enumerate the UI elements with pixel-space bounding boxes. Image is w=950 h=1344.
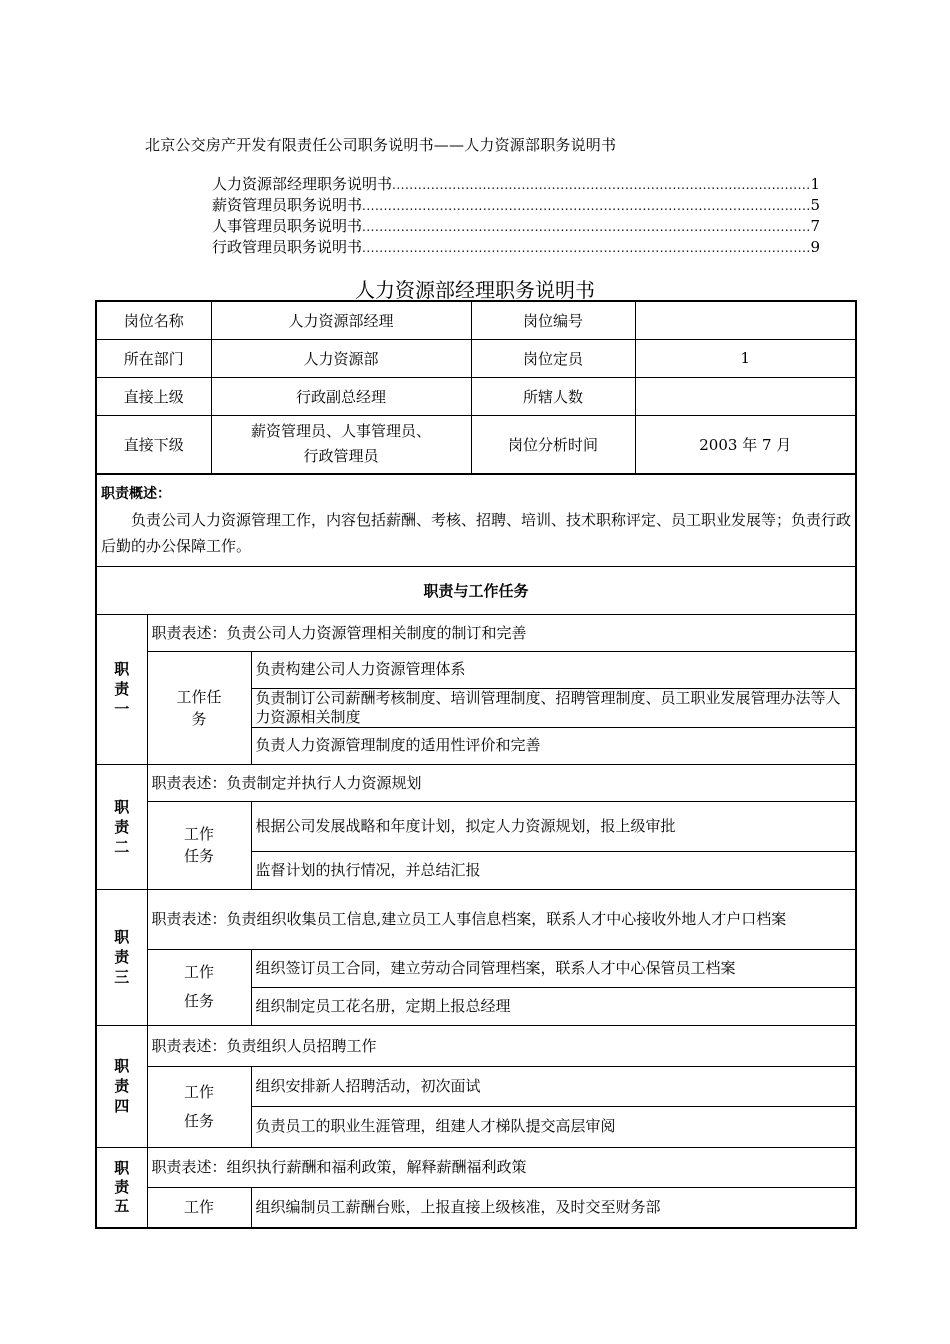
duty-3-task-label bbox=[147, 949, 251, 1025]
duty-label-char: 责 bbox=[114, 1077, 130, 1095]
duty-4-description: 职责表述：负责组织人员招聘工作 bbox=[147, 1025, 856, 1066]
duty-1-description: 职责表述：负责公司人力资源管理相关制度的制订和完善 bbox=[147, 614, 856, 651]
toc-entry-page: 5 bbox=[810, 196, 820, 214]
position-code-label: 岗位编号 bbox=[471, 301, 635, 339]
duty-1-task-1: 负责构建公司人力资源管理体系 bbox=[251, 651, 856, 688]
duty-3-task-2: 组织制定员工花名册，定期上报总经理 bbox=[251, 987, 856, 1025]
duty-label-char: 二 bbox=[114, 837, 130, 856]
toc-entry-page: 1 bbox=[810, 175, 820, 193]
section-title: 人力资源部经理职务说明书 bbox=[355, 278, 595, 302]
department-label: 所在部门 bbox=[96, 339, 211, 377]
summary-heading: 职责概述： bbox=[101, 486, 171, 502]
department-value: 人力资源部 bbox=[211, 339, 471, 377]
duty-5-task-1: 组织编制员工薪酬台账，上报直接上级核准，及时交至财务部 bbox=[251, 1187, 856, 1228]
table-of-contents bbox=[212, 174, 820, 258]
duty-1-label bbox=[96, 614, 147, 764]
duty-row bbox=[96, 1025, 856, 1066]
headcount-label: 岗位定员 bbox=[471, 339, 635, 377]
task-label-line: 任务 bbox=[184, 992, 215, 1010]
duty-2-description: 职责表述：负责制定并执行人力资源规划 bbox=[147, 764, 856, 801]
toc-leader-dots bbox=[362, 196, 810, 217]
toc-entry-page: 9 bbox=[810, 238, 820, 256]
task-row bbox=[96, 949, 856, 987]
toc-entry-label: 行政管理员职务说明书 bbox=[212, 238, 363, 256]
duty-label-char: 职 bbox=[114, 1158, 130, 1177]
subordinate-count-value bbox=[635, 377, 856, 415]
job-summary bbox=[96, 474, 856, 566]
position-code-value bbox=[635, 301, 856, 339]
duty-label-char: 职 bbox=[114, 928, 130, 946]
duty-label-char: 责 bbox=[114, 1177, 130, 1196]
position-name-value: 人力资源部经理 bbox=[211, 301, 471, 339]
duty-label-char: 四 bbox=[114, 1097, 130, 1115]
subordinates-line-2: 行政管理员 bbox=[303, 447, 379, 466]
duty-3-task-1: 组织签订员工合同，建立劳动合同管理档案，联系人才中心保管员工档案 bbox=[251, 949, 856, 987]
direct-superior-value: 行政副总经理 bbox=[211, 377, 471, 415]
duty-label-char: 一 bbox=[114, 700, 130, 718]
task-row bbox=[96, 1187, 856, 1228]
task-label-line: 工作 bbox=[184, 1197, 215, 1216]
summary-text: 负责公司人力资源管理工作，内容包括薪酬、考核、招聘、培训、技术职称评定、员工职业发展等；负责行政后勤的办公保障工作。 bbox=[101, 511, 852, 555]
duty-label-char: 三 bbox=[114, 968, 130, 986]
toc-entry-label: 薪资管理员职务说明书 bbox=[212, 196, 363, 214]
duty-label-char: 责 bbox=[114, 680, 130, 698]
info-row-department bbox=[96, 339, 856, 377]
duty-label-char: 五 bbox=[114, 1196, 130, 1215]
toc-entry[interactable] bbox=[212, 174, 820, 195]
duty-2-task-2: 监督计划的执行情况，并总结汇报 bbox=[251, 851, 856, 889]
task-label-line: 任务 bbox=[184, 1111, 215, 1130]
duty-4-task-2: 负责员工的职业生涯管理，组建人才梯队提交高层审阅 bbox=[251, 1106, 856, 1147]
task-label-line: 工作 bbox=[184, 1082, 215, 1101]
task-label-line: 务 bbox=[191, 709, 207, 728]
duty-2-task-1: 根据公司发展战略和年度计划，拟定人力资源规划，报上级审批 bbox=[251, 801, 856, 851]
duty-row bbox=[96, 889, 856, 949]
duty-2-task-label bbox=[147, 801, 251, 889]
duty-3-label bbox=[96, 889, 147, 1025]
document-title: 北京公交房产开发有限责任公司职务说明书——人力资源部职务说明书 bbox=[145, 136, 617, 154]
duty-label-char: 责 bbox=[114, 948, 130, 966]
duty-1-task-label bbox=[147, 651, 251, 764]
duty-label-char: 职 bbox=[114, 797, 130, 816]
task-label-line: 任务 bbox=[184, 847, 215, 865]
toc-entry-label: 人力资源部经理职务说明书 bbox=[212, 175, 393, 193]
duty-row bbox=[96, 1147, 856, 1187]
info-row-superior bbox=[96, 377, 856, 415]
task-label-line: 工作 bbox=[184, 963, 215, 981]
task-label-line: 工作任 bbox=[176, 687, 222, 706]
duty-label-char: 职 bbox=[114, 1057, 130, 1075]
duty-4-label bbox=[96, 1025, 147, 1147]
duty-1-task-3: 负责人力资源管理制度的适用性评价和完善 bbox=[251, 727, 856, 764]
duty-4-task-1: 组织安排新人招聘活动，初次面试 bbox=[251, 1066, 856, 1106]
task-row bbox=[96, 651, 856, 688]
toc-leader-dots bbox=[392, 175, 810, 196]
duties-heading-row bbox=[96, 566, 856, 614]
duty-5-task-label bbox=[147, 1187, 251, 1228]
toc-leader-dots bbox=[362, 238, 810, 259]
job-description-table bbox=[95, 300, 857, 1229]
toc-entry-label: 人事管理员职务说明书 bbox=[212, 217, 363, 235]
info-row-position bbox=[96, 301, 856, 339]
duty-1-task-2: 负责制订公司薪酬考核制度、培训管理制度、招聘管理制度、员工职业发展管理办法等人力资源相关制度 bbox=[251, 688, 856, 727]
duty-row bbox=[96, 614, 856, 651]
analysis-date-value: 2003 年 7 月 bbox=[635, 415, 856, 474]
headcount-value: 1 bbox=[635, 339, 856, 377]
duty-5-label bbox=[96, 1147, 147, 1228]
duty-2-label bbox=[96, 764, 147, 889]
position-name-label: 岗位名称 bbox=[96, 301, 211, 339]
direct-subordinates-value bbox=[211, 415, 471, 474]
subordinate-count-label: 所辖人数 bbox=[471, 377, 635, 415]
duty-row bbox=[96, 764, 856, 801]
duties-heading: 职责与工作任务 bbox=[96, 566, 856, 614]
task-label-line: 工作 bbox=[184, 825, 215, 843]
task-row bbox=[96, 1066, 856, 1106]
summary-row bbox=[96, 474, 856, 566]
duty-label-char: 责 bbox=[114, 817, 130, 836]
analysis-date-label: 岗位分析时间 bbox=[471, 415, 635, 474]
subordinates-line-1: 薪资管理员、人事管理员、 bbox=[251, 422, 432, 441]
duty-3-description: 职责表述：负责组织收集员工信息,建立员工人事信息档案，联系人才中心接收外地人才户口档案 bbox=[147, 889, 856, 949]
toc-leader-dots bbox=[362, 217, 810, 238]
duty-5-description: 职责表述：组织执行薪酬和福利政策，解释薪酬福利政策 bbox=[147, 1147, 856, 1187]
duty-label-char: 职 bbox=[114, 660, 130, 678]
toc-entry[interactable] bbox=[212, 216, 820, 237]
direct-superior-label: 直接上级 bbox=[96, 377, 211, 415]
toc-entry[interactable] bbox=[212, 237, 820, 258]
duty-4-task-label bbox=[147, 1066, 251, 1147]
info-row-subordinates bbox=[96, 415, 856, 474]
toc-entry-page: 7 bbox=[810, 217, 820, 235]
direct-subordinates-label: 直接下级 bbox=[96, 415, 211, 474]
task-row bbox=[96, 801, 856, 851]
toc-entry[interactable] bbox=[212, 195, 820, 216]
